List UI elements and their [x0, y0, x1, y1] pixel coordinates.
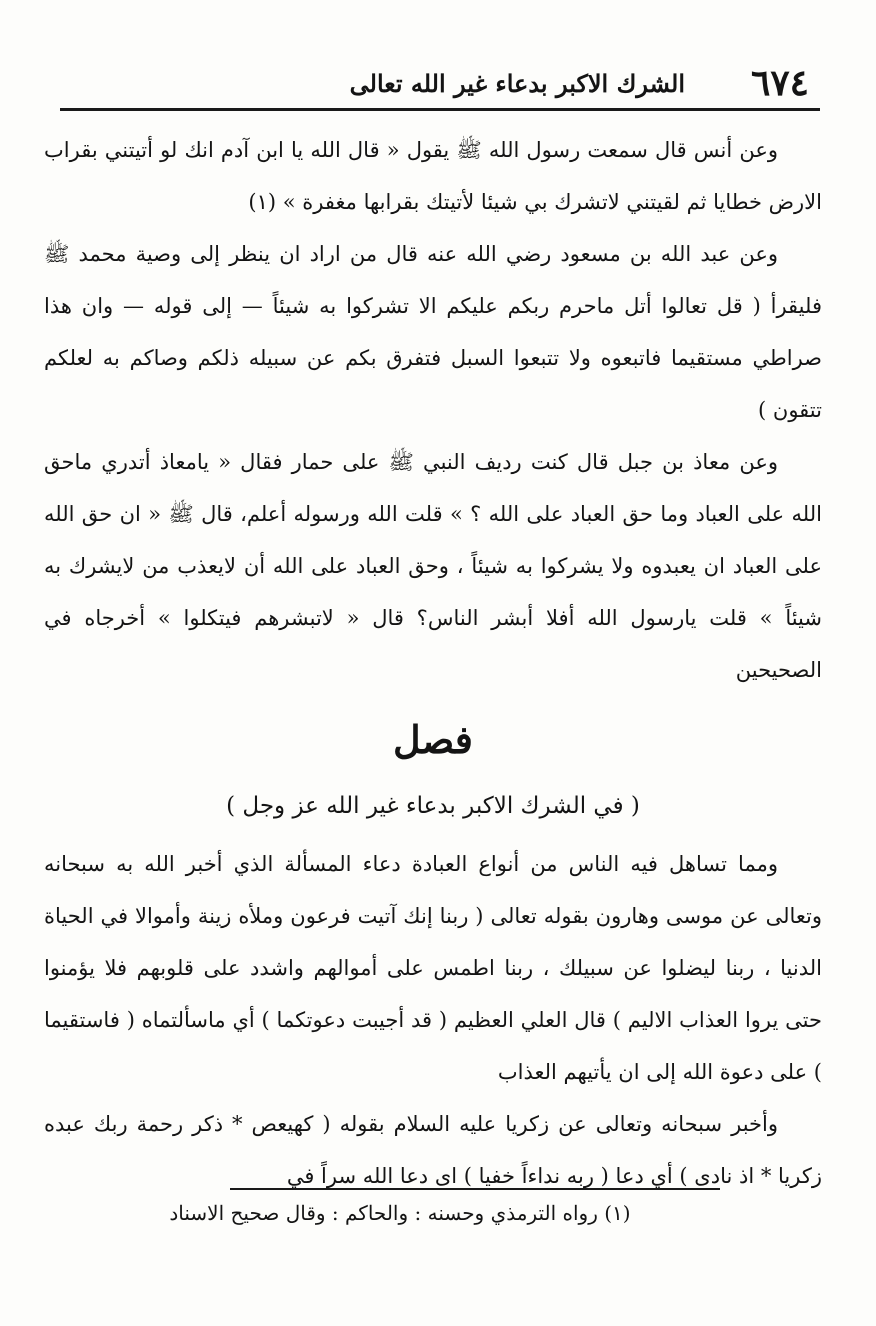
- running-title: الشرك الاكبر بدعاء غير الله تعالى: [349, 68, 685, 98]
- body-text: [44, 124, 822, 1202]
- paragraph-zakariya: وأخبر سبحانه وتعالى عن زكريا عليه السلام بقوله ( كهيعص * ذكر رحمة ربك عبده زكريا * اذ نادى ) أي دعا ( ربه نداءاً خفيا ) اى دعا الله سراً في: [44, 1112, 822, 1188]
- footnote-rule: [230, 1188, 720, 1190]
- page-header: [60, 60, 815, 106]
- paragraph-ibn-masud: وعن عبد الله بن مسعود رضي الله عنه قال من اراد ان ينظر إلى وصية محمد ﷺ فليقرأ ( قل تعالوا أتل ماحرم ربكم عليكم الا تشركوا به شيئاً — إلى قوله — وان هذا صراطي مستقيما فاتبعوه ولا تتبعوا السبل فتفرق بكم عن سبيله ذلكم وصاكم به لعلكم تتقون ): [44, 242, 822, 422]
- paragraph-muadh-hadith: وعن معاذ بن جبل قال كنت رديف النبي ﷺ على حمار فقال « يامعاذ أتدري ماحق الله على العباد وما حق العباد على الله ؟ » قلت الله ورسوله أعلم، قال ﷺ « ان حق الله على العباد ان يعبدوه ولا يشركوا به شيئاً ، وحق العباد على الله أن لايعذب من لايشرك به شيئاً » قلت يارسول الله أفلا أبشر الناس؟ قال « لاتبشرهم فيتكلوا » أخرجاه في الصحيحين: [44, 450, 822, 682]
- page-number: ٦٧٤: [750, 62, 809, 104]
- section-subtitle: ( في الشرك الاكبر بدعاء غير الله عز وجل ): [226, 793, 640, 819]
- paragraph-dua-masala: ومما تساهل فيه الناس من أنواع العبادة دعاء المسألة الذي أخبر الله به سبحانه وتعالى عن موسى وهارون بقوله تعالى ( ربنا إنك آتيت فرعون وملأه زينة وأموالا في الحياة الدنيا ، ربنا ليضلوا عن سبيلك ، ربنا اطمس على أموالهم واشدد على قلوبهم فلا يؤمنوا حتى يروا العذاب الاليم ) قال العلي العظيم ( قد أجيبت دعوتكما ) أي ماسألتماه ( فاستقيما ) على دعوة الله إلى ان يأتيهم العذاب: [44, 852, 822, 1084]
- footnote: (١) رواه الترمذي وحسنه : والحاكم : وقال صحيح الاسناد: [169, 1201, 631, 1225]
- header-rule: [60, 108, 820, 111]
- section-title: فصل: [393, 717, 473, 762]
- paragraph-anas-hadith: وعن أنس قال سمعت رسول الله ﷺ يقول « قال الله يا ابن آدم انك لو أتيتني بقراب الارض خطايا ثم لقيتني لاتشرك بي شيئا لأتيتك بقرابها مغفرة » (١): [44, 138, 822, 214]
